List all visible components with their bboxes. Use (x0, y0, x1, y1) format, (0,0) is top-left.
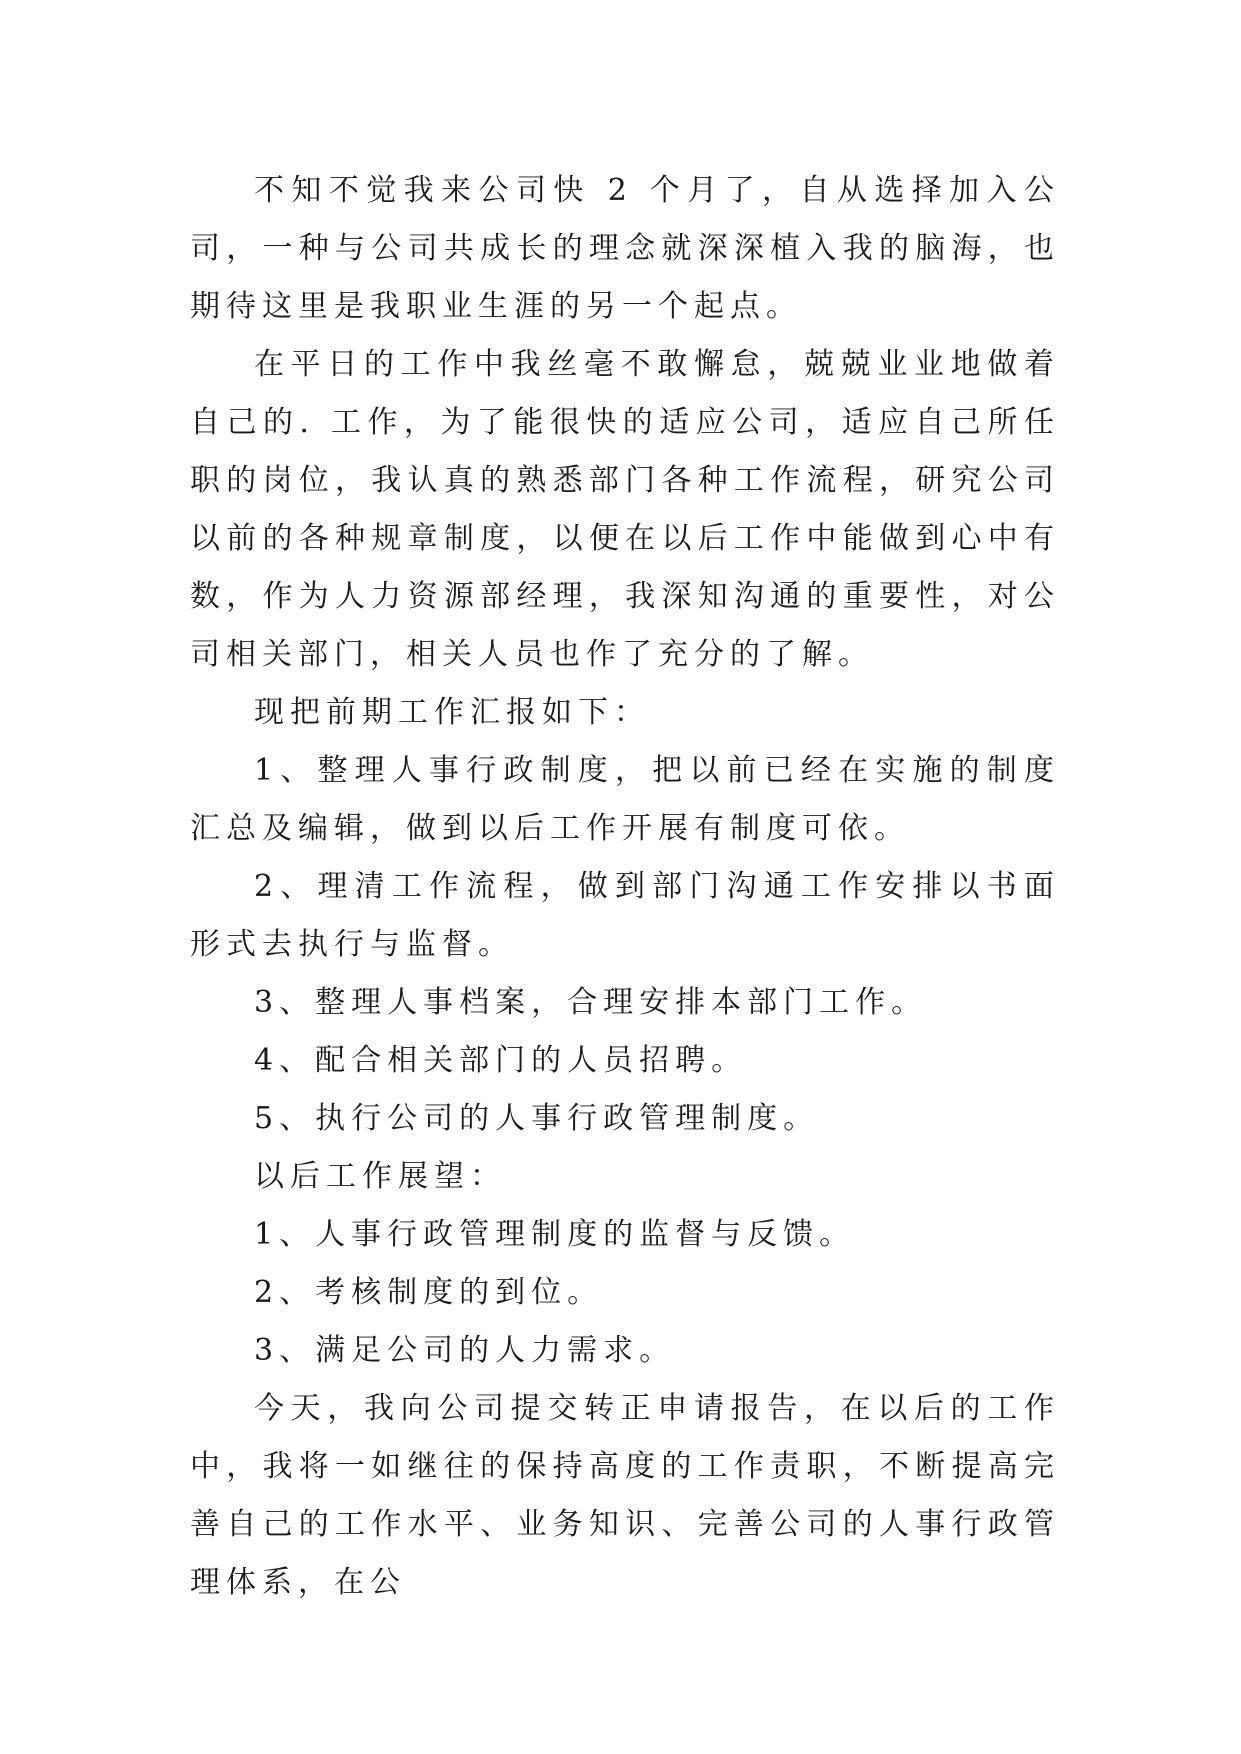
paragraph-daily-work: 在平日的工作中我丝毫不敢懈怠，兢兢业业地做着自己的. 工作，为了能很快的适应公司，适应自己所任职的岗位，我认真的熟悉部门各种工作流程，研究公司以前的各种规章制度，以便在以后工作中能做到心中有数，作为人力资源部经理，我深知沟通的重要性，对公司相关部门，相关人员也作了充分的了解。 (190, 347, 1060, 672)
paragraph-outlook-heading: 以后工作展望： (254, 1159, 506, 1194)
list-item-outlook-3: 3、满足公司的人力需求。 (254, 1333, 676, 1368)
list-item-outlook-1: 1、人事行政管理制度的监督与反馈。 (254, 1217, 856, 1252)
paragraph-conclusion: 今天，我向公司提交转正申请报告，在以后的工作中，我将一如继往的保持高度的工作责职，不断提高完善自己的工作水平、业务知识、完善公司的人事行政管理体系，在公 (190, 1391, 1060, 1600)
list-item-report-4: 4、配合相关部门的人员招聘。 (254, 1043, 748, 1078)
paragraph-intro: 不知不觉我来公司快 2 个月了，自从选择加入公司，一种与公司共成长的理念就深深植入我的脑海，也期待这里是我职业生涯的另一个起点。 (190, 173, 1060, 324)
paragraph-report-heading: 现把前期工作汇报如下： (254, 695, 650, 730)
list-item-report-2: 2、理清工作流程，做到部门沟通工作安排以书面形式去执行与监督。 (190, 869, 1060, 962)
list-item-report-3: 3、整理人事档案，合理安排本部门工作。 (254, 985, 928, 1020)
list-item-report-1: 1、整理人事行政制度，把以前已经在实施的制度汇总及编辑，做到以后工作开展有制度可依。 (190, 753, 1060, 846)
list-item-outlook-2: 2、考核制度的到位。 (254, 1275, 604, 1310)
list-item-report-5: 5、执行公司的人事行政管理制度。 (254, 1101, 820, 1136)
document-body (190, 162, 1060, 1612)
